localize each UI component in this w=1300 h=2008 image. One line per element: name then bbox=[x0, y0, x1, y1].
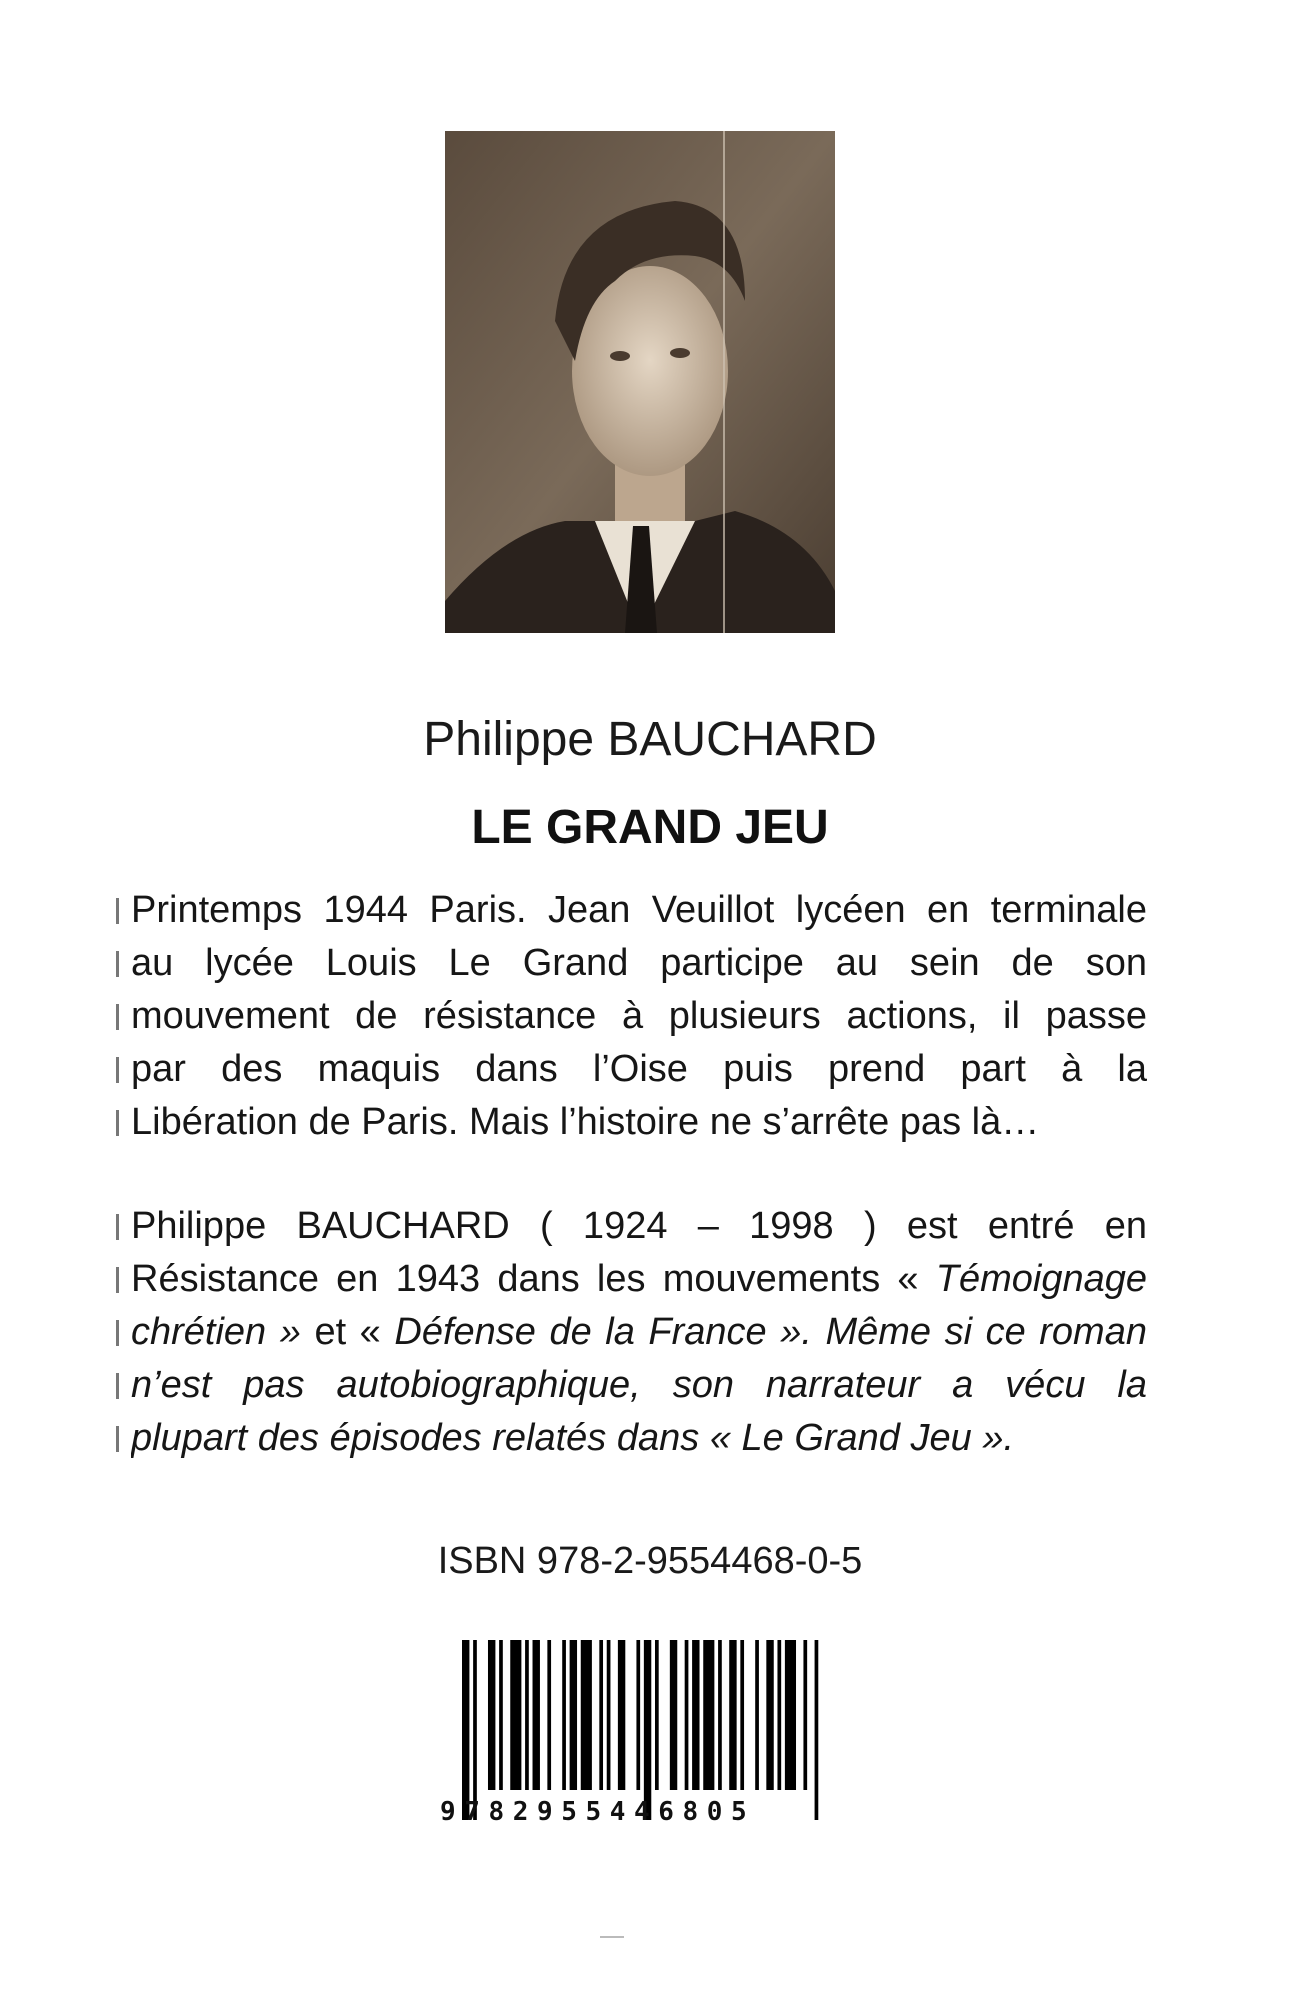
margin-mark bbox=[116, 1320, 119, 1346]
bio-line bbox=[131, 1412, 1147, 1465]
barcode-bar bbox=[803, 1640, 807, 1790]
barcode-bar bbox=[685, 1640, 689, 1790]
author-photo bbox=[445, 131, 835, 633]
barcode-digits: 9782955446805 bbox=[440, 1797, 756, 1827]
barcode-bar bbox=[740, 1640, 744, 1790]
barcode-bar bbox=[692, 1640, 699, 1790]
barcode-bar bbox=[607, 1640, 611, 1790]
barcode-bar bbox=[777, 1640, 781, 1790]
barcode-bar bbox=[499, 1640, 503, 1790]
barcode-bar bbox=[670, 1640, 677, 1790]
book-title: LE GRAND JEU bbox=[471, 801, 829, 854]
barcode-bar bbox=[525, 1640, 529, 1790]
barcode-bar bbox=[644, 1640, 651, 1820]
barcode-bar bbox=[462, 1640, 469, 1820]
synopsis-line: par des maquis dans l’Oise puis prend part à la bbox=[131, 1048, 1147, 1090]
barcode-bar bbox=[766, 1640, 773, 1790]
barcode-bar bbox=[703, 1640, 714, 1790]
barcode-bar bbox=[570, 1640, 577, 1790]
barcode-bar bbox=[815, 1640, 819, 1820]
barcode-graphic bbox=[462, 1640, 822, 1820]
synopsis-line: mouvement de résistance à plusieurs actions, il passe bbox=[131, 995, 1147, 1037]
bio-text: et « bbox=[314, 1311, 395, 1353]
bio-line: Philippe BAUCHARD ( 1924 – 1998 ) est entré en bbox=[131, 1205, 1147, 1247]
barcode-bar bbox=[755, 1640, 759, 1790]
barcode-bar bbox=[655, 1640, 659, 1790]
margin-mark bbox=[116, 1110, 119, 1136]
bio-line bbox=[131, 1253, 1147, 1306]
bio-line bbox=[131, 1306, 1147, 1359]
barcode-bar bbox=[729, 1640, 736, 1790]
author-name: Philippe BAUCHARD bbox=[423, 713, 877, 766]
bio-italic: Défense de la France ». Même si ce roman bbox=[394, 1311, 1147, 1353]
bio-italic: n’est pas autobiographique, son narrateur a vécu la bbox=[131, 1364, 1147, 1406]
barcode-bar bbox=[473, 1640, 477, 1820]
synopsis-line: au lycée Louis Le Grand participe au sein de son bbox=[131, 942, 1147, 984]
synopsis-line: Printemps 1944 Paris. Jean Veuillot lycéen en terminale bbox=[131, 889, 1147, 931]
synopsis-paragraph bbox=[131, 884, 1147, 1149]
bio-text: Résistance en 1943 dans les mouvements « bbox=[131, 1258, 936, 1300]
bio-line bbox=[131, 1359, 1147, 1412]
margin-mark bbox=[116, 1004, 119, 1030]
barcode-bar bbox=[510, 1640, 521, 1790]
barcode-bar bbox=[562, 1640, 566, 1790]
barcode-bar bbox=[618, 1640, 625, 1790]
barcode-bar bbox=[547, 1640, 551, 1790]
margin-mark bbox=[116, 1373, 119, 1399]
barcode-bar bbox=[599, 1640, 603, 1790]
margin-mark bbox=[116, 1267, 119, 1293]
barcode-bar bbox=[636, 1640, 640, 1790]
isbn-label: ISBN 978-2-9554468-0-5 bbox=[437, 1540, 863, 1582]
margin-mark bbox=[116, 1214, 119, 1240]
margin-mark bbox=[116, 1426, 119, 1452]
barcode-bar bbox=[785, 1640, 796, 1790]
margin-mark bbox=[116, 951, 119, 977]
synopsis-line: Libération de Paris. Mais l’histoire ne s’arrête pas là… bbox=[131, 1101, 1040, 1143]
author-bio-paragraph bbox=[131, 1200, 1147, 1465]
footer-dash bbox=[600, 1936, 624, 1938]
barcode-bar bbox=[718, 1640, 722, 1790]
margin-mark bbox=[116, 1057, 119, 1083]
barcode-bar bbox=[581, 1640, 592, 1790]
margin-mark bbox=[116, 898, 119, 924]
barcode-bar bbox=[533, 1640, 540, 1790]
bio-italic: plupart des épisodes relatés dans « Le Grand Jeu ». bbox=[131, 1417, 1015, 1459]
barcode-bar bbox=[488, 1640, 495, 1790]
bio-italic: Témoignage bbox=[935, 1258, 1147, 1300]
bio-italic: chrétien » bbox=[131, 1311, 315, 1353]
